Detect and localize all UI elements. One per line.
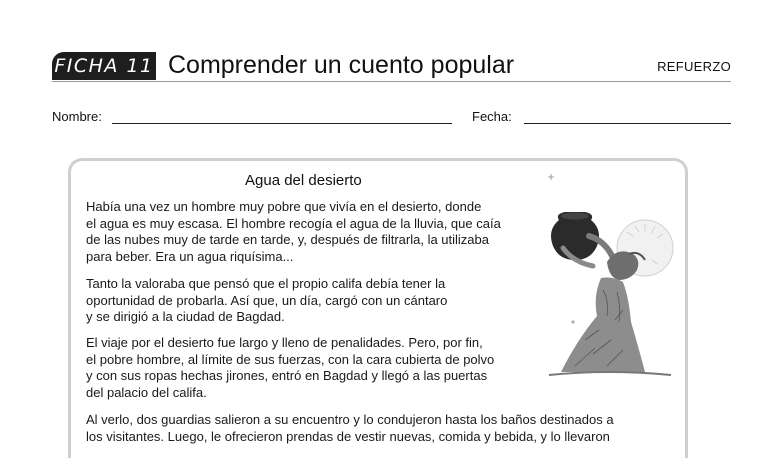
- date-label: Fecha:: [472, 109, 512, 124]
- text-line: Había una vez un hombre muy pobre que vivía en el desierto, donde: [86, 199, 482, 214]
- text-line: el agua es muy escasa. El hombre recogía el agua de la lluvia, que caía: [86, 215, 501, 231]
- name-field-line[interactable]: [112, 123, 452, 124]
- date-field-line[interactable]: [524, 123, 731, 124]
- text-line: del palacio del califa.: [86, 384, 207, 400]
- man-drinking-illustration: [545, 170, 675, 385]
- text-line: El viaje por el desierto fue largo y lleno de penalidades. Pero, por fin,: [86, 335, 483, 350]
- story-paragraph-4: [86, 412, 614, 445]
- text-line: para beber. Era un agua riquísima...: [86, 248, 294, 264]
- text-line: y con sus ropas hechas jirones, entró en Bagdad y llegó a las puertas: [86, 368, 488, 383]
- text-line: Tanto la valoraba que pensó que el propio califa debía tener la: [86, 276, 446, 291]
- text-line: oportunidad de probarla. Así que, un día, cargó con un cántaro: [86, 292, 448, 308]
- worksheet-title: Comprender un cuento popular: [168, 51, 515, 79]
- story-title: Agua del desierto: [245, 172, 362, 189]
- story-paragraph-3: [86, 335, 494, 401]
- story-paragraph-1: [86, 199, 501, 265]
- text-line: Al verlo, dos guardias salieron a su encuentro y lo condujeron hasta los baños destinados a: [86, 412, 614, 427]
- text-line: de las nubes muy de tarde en tarde, y, después de filtrarla, la utilizaba: [86, 232, 489, 247]
- worksheet-header: [52, 50, 731, 84]
- level-label: REFUERZO: [657, 59, 731, 74]
- text-line: el pobre hombre, al límite de sus fuerzas, con la cara cubierta de polvo: [86, 351, 495, 367]
- header-divider: [52, 81, 731, 82]
- worksheet-number-badge: FICHA 11: [52, 52, 156, 80]
- name-label: Nombre:: [52, 109, 102, 124]
- text-line: los visitantes. Luego, le ofrecieron prendas de vestir nuevas, comida y bebida, y lo llevaron: [86, 428, 610, 444]
- story-paragraph-2: [86, 276, 447, 326]
- text-line: y se dirigió a la ciudad de Bagdad.: [86, 309, 285, 324]
